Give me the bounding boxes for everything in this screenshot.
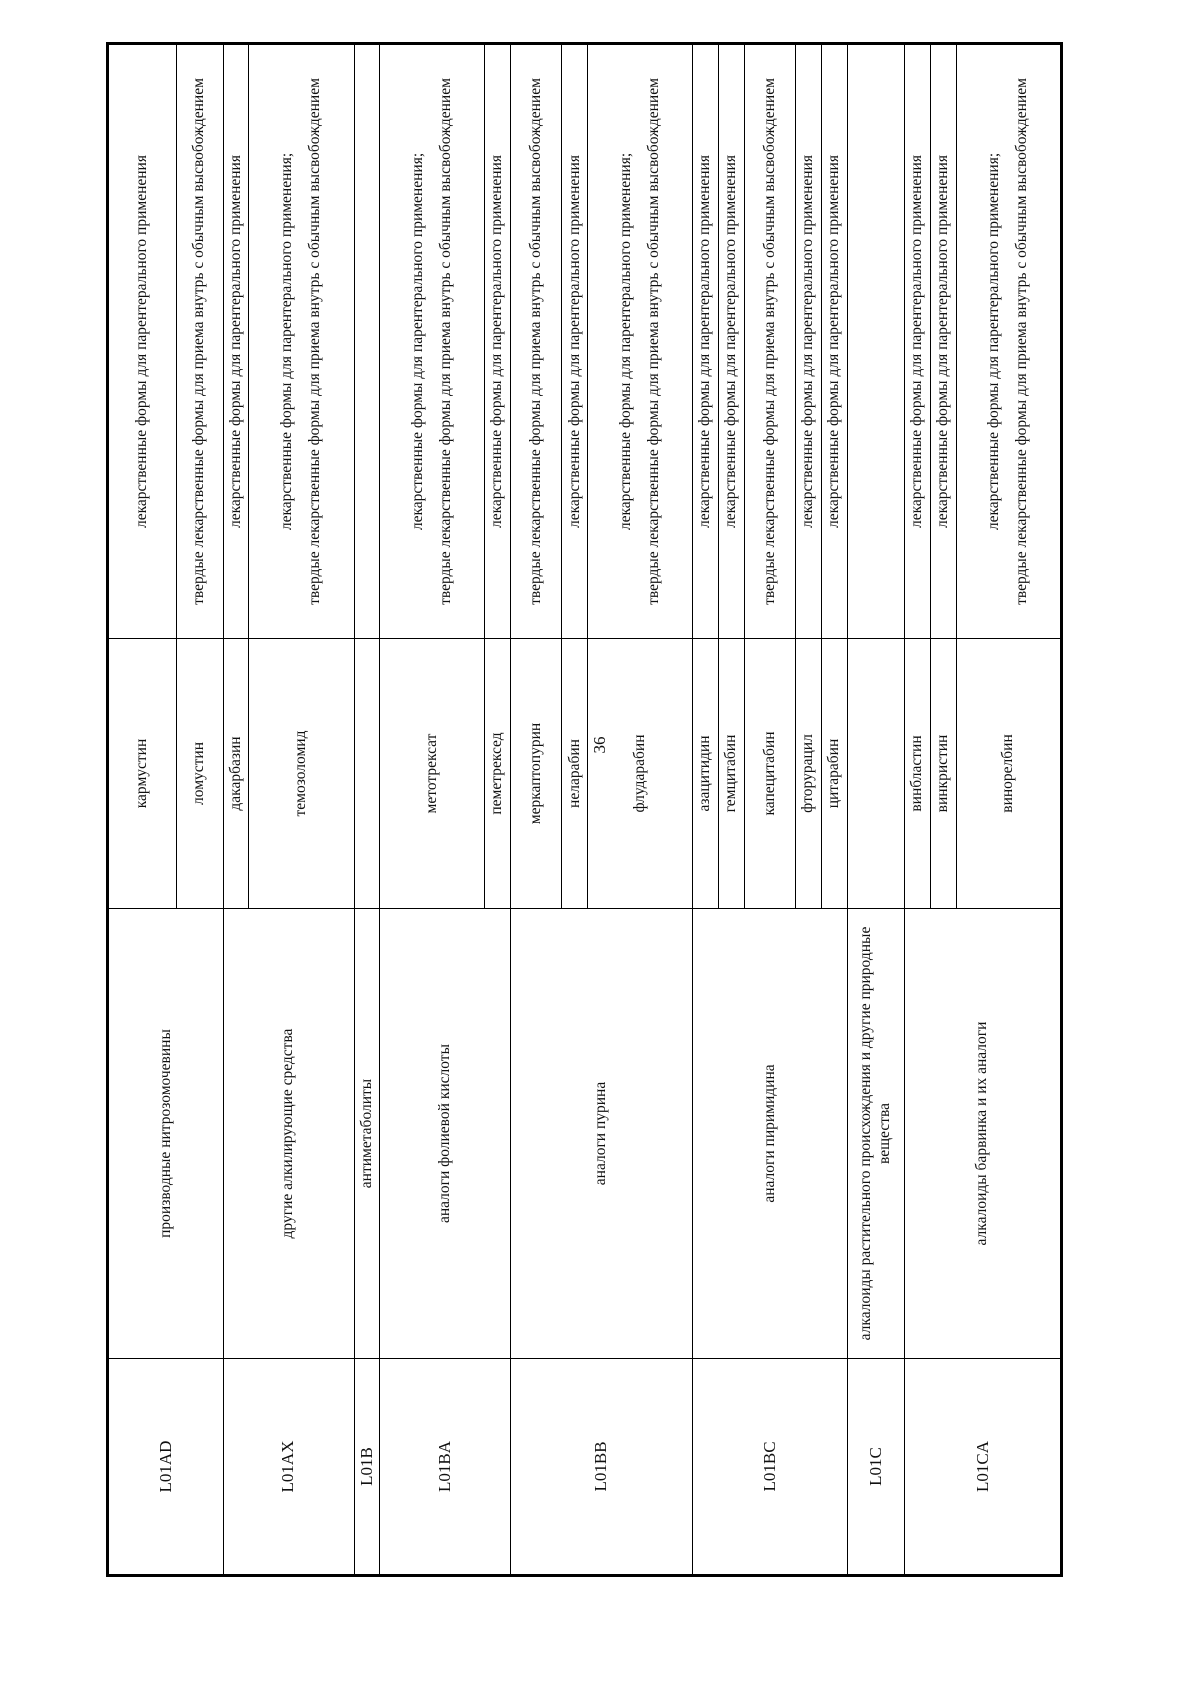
drug-name: винорелбин bbox=[956, 639, 1061, 909]
group-name: другие алкилирующие средства bbox=[223, 909, 354, 1359]
dosage-form: лекарственные формы для парентерального применения bbox=[905, 44, 931, 639]
table-row bbox=[511, 44, 562, 1576]
drug-name: неларабин bbox=[562, 639, 588, 909]
table-row bbox=[693, 44, 719, 1576]
page-number: 36 bbox=[590, 736, 609, 754]
atc-code: L01AX bbox=[223, 1359, 354, 1576]
group-name: аналоги фолиевой кислоты bbox=[380, 909, 511, 1359]
drug-table bbox=[106, 42, 1063, 1577]
drug-name: капецитабин bbox=[744, 639, 795, 909]
dosage-form-cell bbox=[380, 44, 485, 639]
dosage-form: лекарственные формы для парентерального применения bbox=[821, 44, 847, 639]
dosage-form: лекарственные формы для парентерального применения; bbox=[277, 152, 295, 531]
dosage-form: лекарственные формы для парентерального применения bbox=[931, 44, 957, 639]
drug-name: цитарабин bbox=[821, 639, 847, 909]
dosage-form: твердые лекарственные формы для приема внутрь с обычным высвобождением bbox=[744, 44, 795, 639]
dosage-form: лекарственные формы для парентерального применения bbox=[693, 44, 719, 639]
atc-code: L01BB bbox=[511, 1359, 693, 1576]
dosage-form-cell bbox=[249, 44, 354, 639]
atc-code: L01BC bbox=[693, 1359, 847, 1576]
dosage-form: лекарственные формы для парентерального применения; bbox=[408, 152, 426, 531]
drug-name: метотрексат bbox=[380, 639, 485, 909]
drug-name: фторурацил bbox=[796, 639, 822, 909]
empty-cell bbox=[354, 44, 380, 639]
table-row bbox=[354, 44, 380, 1576]
drug-name: пеметрексед bbox=[485, 639, 511, 909]
atc-code: L01CA bbox=[905, 1359, 1062, 1576]
group-name: аналоги пиримидина bbox=[693, 909, 847, 1359]
drug-name: гемцитабин bbox=[718, 639, 744, 909]
dosage-form: лекарственные формы для парентерального применения bbox=[485, 44, 511, 639]
atc-code: L01B bbox=[354, 1359, 380, 1576]
table-row bbox=[380, 44, 485, 1576]
dosage-form: твердые лекарственные формы для приема внутрь с обычным высвобождением bbox=[511, 44, 562, 639]
empty-cell bbox=[847, 44, 905, 639]
dosage-form: твердые лекарственные формы для приема внутрь с обычным высвобождением bbox=[645, 78, 663, 605]
drug-name: меркаптопурин bbox=[511, 639, 562, 909]
atc-code: L01C bbox=[847, 1359, 905, 1576]
dosage-form-cell bbox=[588, 44, 693, 639]
drug-name: ломустин bbox=[176, 639, 223, 909]
atc-code: L01BA bbox=[380, 1359, 511, 1576]
dosage-form: лекарственные формы для парентерального применения bbox=[562, 44, 588, 639]
dosage-form: твердые лекарственные формы для приема внутрь с обычным высвобождением bbox=[176, 44, 223, 639]
dosage-form: твердые лекарственные формы для приема внутрь с обычным высвобождением bbox=[437, 78, 455, 605]
empty-cell bbox=[847, 639, 905, 909]
drug-name: кармустин bbox=[108, 639, 177, 909]
dosage-form: лекарственные формы для парентерального применения bbox=[718, 44, 744, 639]
drug-name: винкристин bbox=[931, 639, 957, 909]
empty-cell bbox=[354, 639, 380, 909]
dosage-form: твердые лекарственные формы для приема внутрь с обычным высвобождением bbox=[1013, 78, 1031, 605]
dosage-form-cell bbox=[956, 44, 1061, 639]
rotated-table-container bbox=[106, 45, 1063, 1577]
dosage-form: лекарственные формы для парентерального применения bbox=[223, 44, 249, 639]
group-name: алкалоиды барвинка и их аналоги bbox=[905, 909, 1062, 1359]
group-name: алкалоиды растительного происхождения и другие природные вещества bbox=[847, 909, 905, 1359]
drug-name: дакарбазин bbox=[223, 639, 249, 909]
table-row bbox=[847, 44, 905, 1576]
group-name: антиметаболиты bbox=[354, 909, 380, 1359]
table-row bbox=[905, 44, 931, 1576]
drug-name: азацитидин bbox=[693, 639, 719, 909]
drug-name: флударабин bbox=[588, 639, 693, 909]
dosage-form: лекарственные формы для парентерального применения bbox=[108, 44, 177, 639]
atc-code: L01AD bbox=[108, 1359, 224, 1576]
table-row bbox=[108, 44, 177, 1576]
drug-name: темозоломид bbox=[249, 639, 354, 909]
dosage-form: лекарственные формы для парентерального применения; bbox=[616, 152, 634, 531]
dosage-form: твердые лекарственные формы для приема внутрь с обычным высвобождением bbox=[306, 78, 324, 605]
dosage-form: лекарственные формы для парентерального применения; bbox=[984, 152, 1002, 531]
group-name: аналоги пурина bbox=[511, 909, 693, 1359]
table-row bbox=[223, 44, 249, 1576]
drug-name: винбластин bbox=[905, 639, 931, 909]
dosage-form: лекарственные формы для парентерального применения bbox=[796, 44, 822, 639]
group-name: производные нитрозомочевины bbox=[108, 909, 224, 1359]
